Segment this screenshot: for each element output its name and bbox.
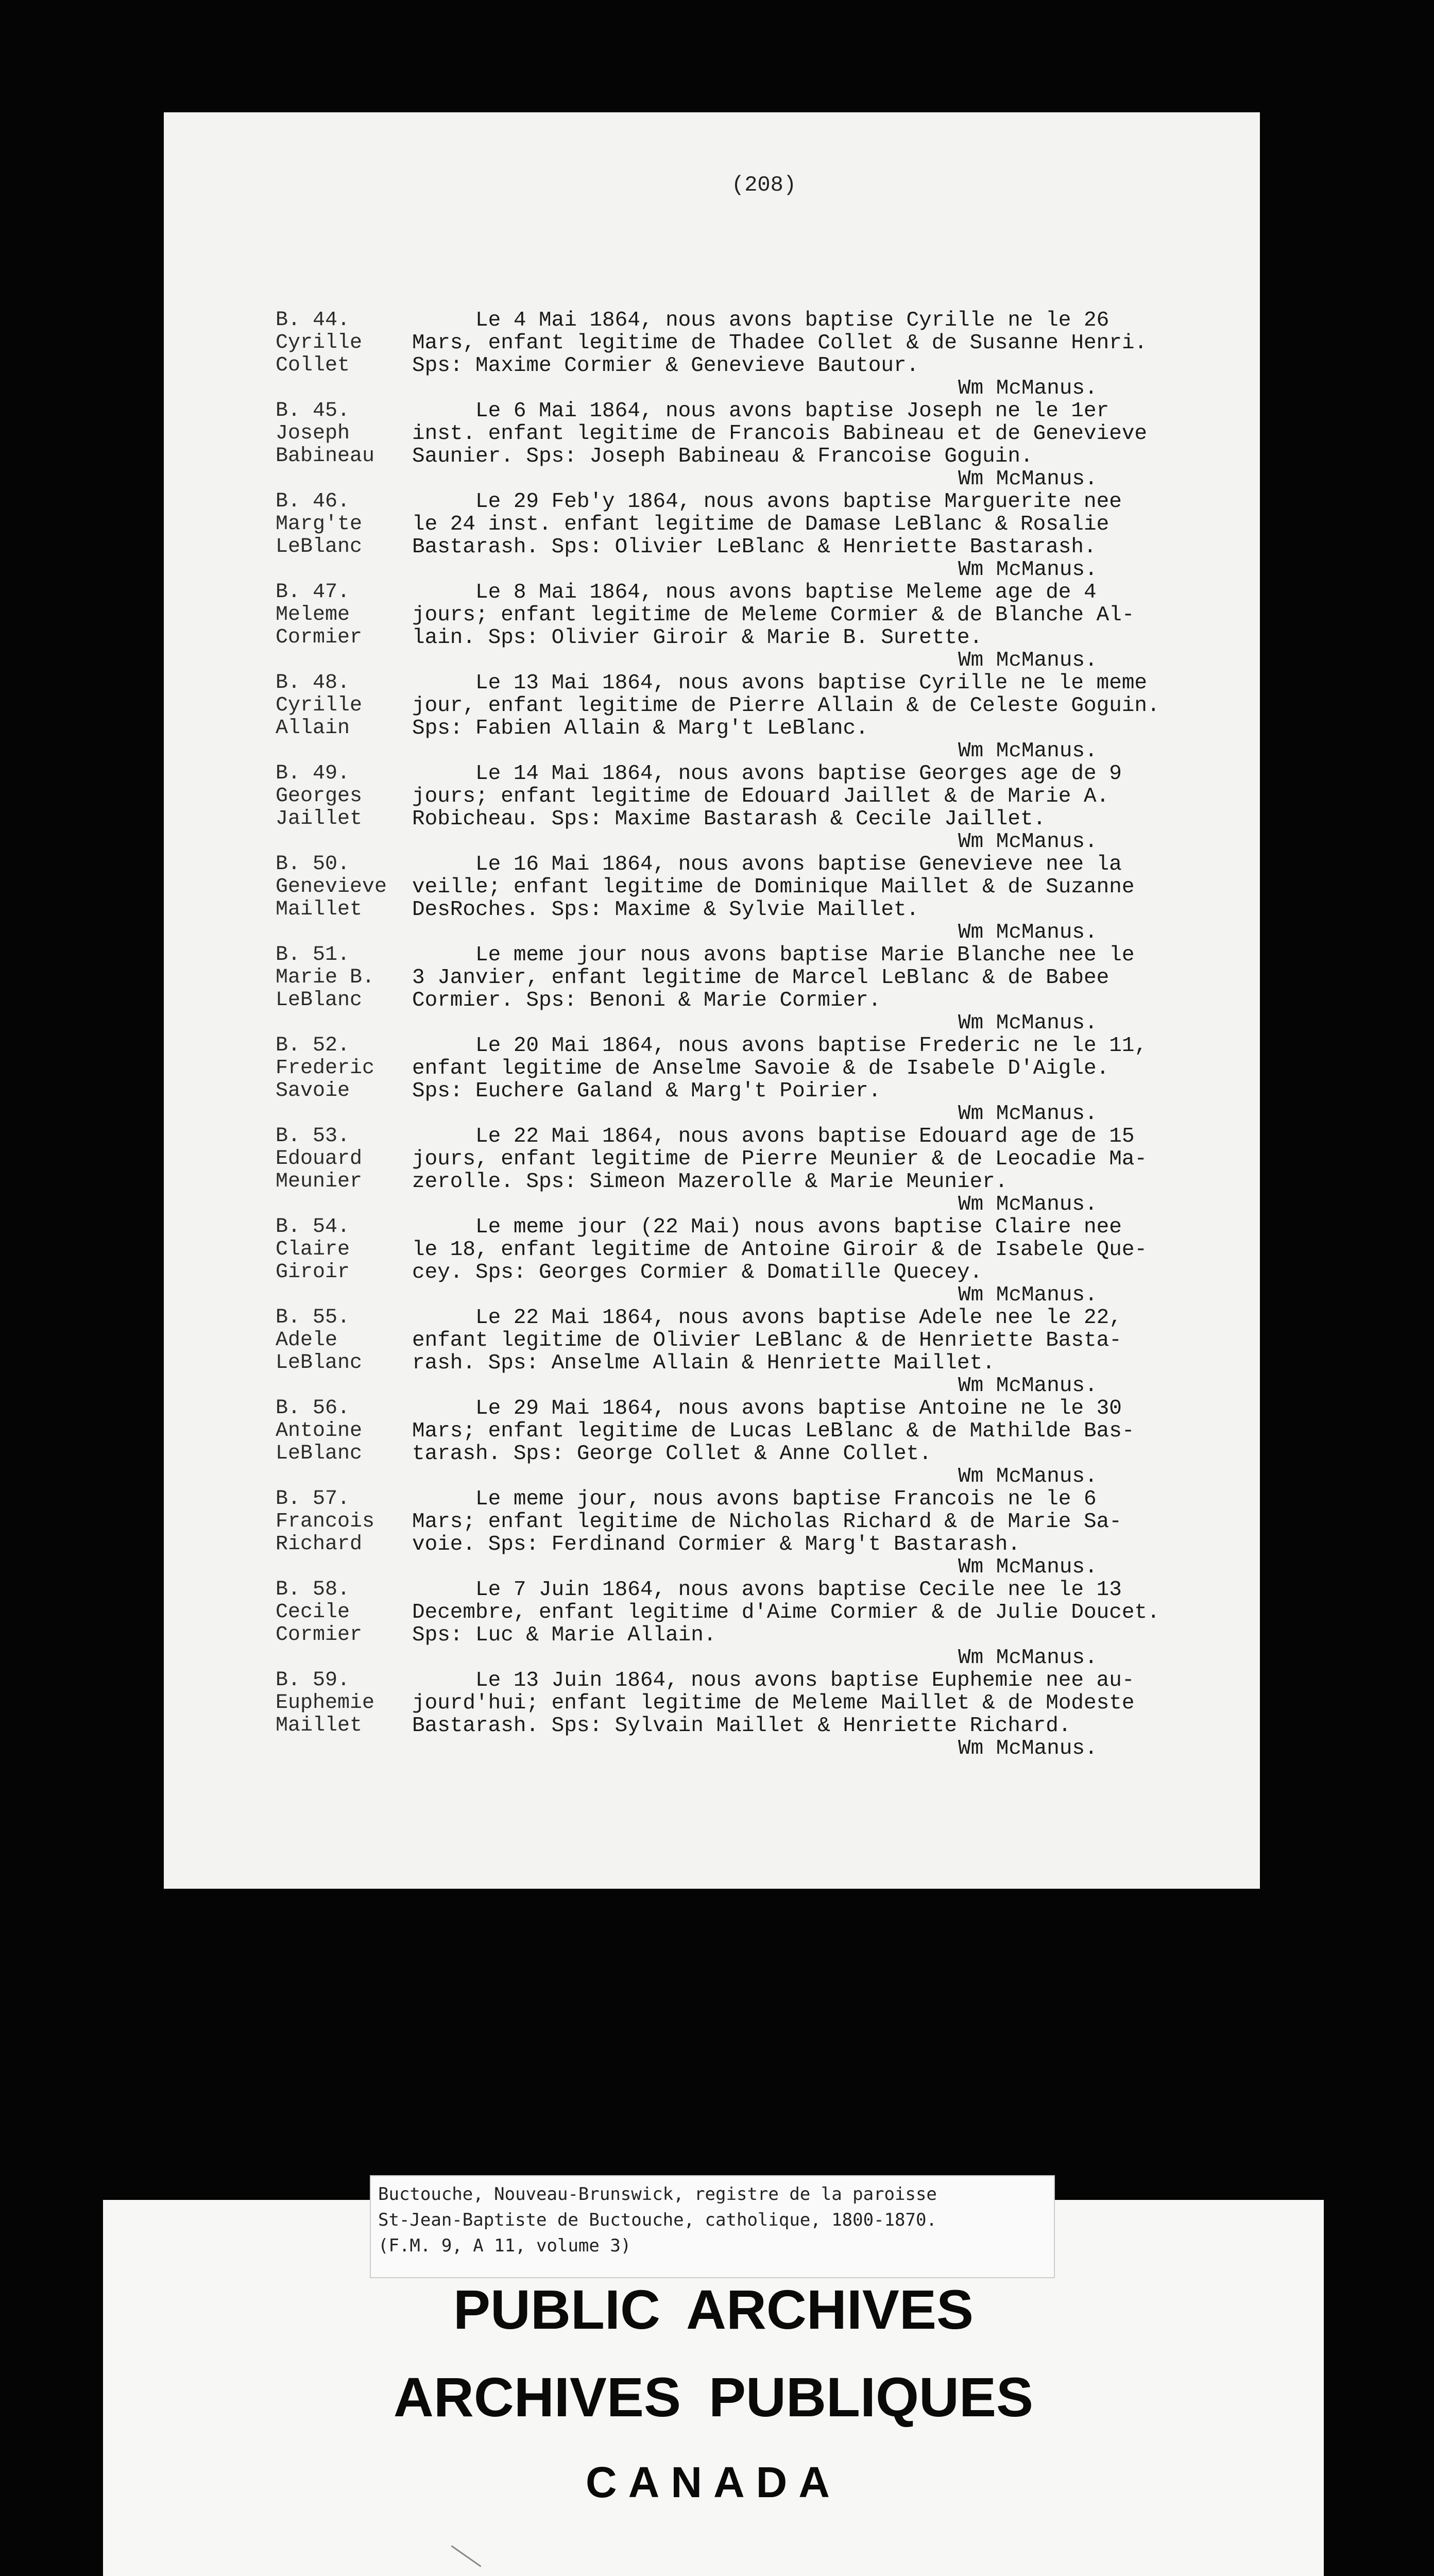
- entry-number: B. 47.: [276, 581, 350, 604]
- entry-line: Le 22 Mai 1864, nous avons baptise Edouard age de 15: [412, 1125, 1135, 1148]
- baptism-entry: [0, 672, 1434, 762]
- entry-line: zerolle. Sps: Simeon Mazerolle & Marie Meunier.: [412, 1170, 1008, 1194]
- canada-heading: CANADA: [586, 2458, 841, 2506]
- entry-margin-label: [276, 853, 404, 921]
- archives-publiques-heading: ARCHIVES PUBLIQUES: [393, 2366, 1034, 2428]
- entry-number: B. 51.: [276, 943, 350, 967]
- entry-number: B. 45.: [276, 399, 350, 422]
- baptism-entry: [0, 581, 1434, 672]
- entry-text: [412, 1307, 1236, 1397]
- entry-text: [412, 1669, 1236, 1760]
- entry-name: LeBlanc: [276, 1351, 363, 1375]
- entry-line: Le 29 Feb'y 1864, nous avons baptise Marguerite nee: [412, 490, 1122, 514]
- priest-signature: Wm McManus.: [958, 1737, 1098, 1760]
- priest-signature: Wm McManus.: [958, 1555, 1098, 1579]
- entry-line: Le meme jour nous avons baptise Marie Blanche nee le: [412, 943, 1135, 967]
- entry-number: B. 48.: [276, 671, 350, 694]
- entry-line: Sps: Fabien Allain & Marg't LeBlanc.: [412, 717, 868, 740]
- entry-margin-label: [276, 581, 404, 649]
- entry-line: Le meme jour (22 Mai) nous avons baptise Claire nee: [412, 1215, 1122, 1239]
- baptism-entry: [0, 1307, 1434, 1397]
- entry-line: Le 29 Mai 1864, nous avons baptise Antoine ne le 30: [412, 1397, 1122, 1420]
- entry-margin-label: [276, 1216, 404, 1284]
- entry-name: Meleme: [276, 603, 350, 626]
- entry-text: [412, 853, 1236, 944]
- entry-number: B. 44.: [276, 309, 350, 332]
- entry-name: Adele: [276, 1329, 338, 1352]
- entry-name: Cormier: [276, 626, 363, 649]
- entry-line: rash. Sps: Anselme Allain & Henriette Maillet.: [412, 1351, 995, 1375]
- entry-line: Sps: Maxime Cormier & Genevieve Bautour.: [412, 354, 919, 378]
- entry-number: B. 57.: [276, 1487, 350, 1511]
- baptism-entry: [0, 400, 1434, 490]
- entry-line: Le 14 Mai 1864, nous avons baptise Georges age de 9: [412, 762, 1122, 786]
- entry-line: jours, enfant legitime de Pierre Meunier & de Leocadie Ma-: [412, 1147, 1148, 1171]
- entry-margin-label: [276, 490, 404, 558]
- baptism-entry: [0, 1397, 1434, 1488]
- baptism-entry: [0, 1125, 1434, 1216]
- page-number: (208): [731, 173, 797, 197]
- entry-margin-label: [276, 1125, 404, 1193]
- entry-line: Le 4 Mai 1864, nous avons baptise Cyrille ne le 26: [412, 309, 1109, 332]
- entry-line: tarash. Sps: George Collet & Anne Collet.: [412, 1442, 932, 1466]
- entry-name: Francois: [276, 1510, 375, 1533]
- entry-name: Cyrille: [276, 331, 363, 354]
- entry-line: Le 13 Mai 1864, nous avons baptise Cyrille ne le meme: [412, 671, 1148, 695]
- baptism-entry: [0, 853, 1434, 944]
- entry-name: LeBlanc: [276, 535, 363, 558]
- baptism-entry: [0, 490, 1434, 581]
- entry-margin-label: [276, 672, 404, 740]
- baptism-entry: [0, 1669, 1434, 1760]
- entry-line: jourd'hui; enfant legitime de Meleme Maillet & de Modeste: [412, 1691, 1135, 1715]
- priest-signature: Wm McManus.: [958, 739, 1098, 763]
- entry-line: le 24 inst. enfant legitime de Damase LeBlanc & Rosalie: [412, 513, 1109, 536]
- entry-text: [412, 1579, 1236, 1669]
- entry-number: B. 53.: [276, 1125, 350, 1148]
- entry-line: lain. Sps: Olivier Giroir & Marie B. Surette.: [412, 626, 983, 650]
- entry-margin-label: [276, 1669, 404, 1737]
- entry-name: Edouard: [276, 1147, 363, 1171]
- entry-text: [412, 762, 1236, 853]
- entry-margin-label: [276, 309, 404, 377]
- entry-name: Euphemie: [276, 1691, 375, 1715]
- entry-text: [412, 309, 1236, 400]
- entry-line: inst. enfant legitime de Francois Babineau et de Genevieve: [412, 422, 1148, 446]
- entry-name: Cecile: [276, 1601, 350, 1624]
- baptism-entry: [0, 1216, 1434, 1307]
- entry-text: [412, 1488, 1236, 1579]
- entry-number: B. 59.: [276, 1669, 350, 1692]
- entry-number: B. 52.: [276, 1034, 350, 1057]
- entry-name: Maillet: [276, 898, 363, 921]
- entry-margin-label: [276, 1307, 404, 1375]
- entry-line: Le 16 Mai 1864, nous avons baptise Genevieve nee la: [412, 853, 1122, 876]
- entry-margin-label: [276, 1035, 404, 1103]
- entry-name: Cormier: [276, 1623, 363, 1647]
- baptism-entry: [0, 762, 1434, 853]
- entry-margin-label: [276, 400, 404, 468]
- priest-signature: Wm McManus.: [958, 1102, 1098, 1126]
- entry-margin-label: [276, 762, 404, 831]
- entry-line: enfant legitime de Anselme Savoie & de Isabele D'Aigle.: [412, 1057, 1109, 1080]
- entry-name: Richard: [276, 1533, 363, 1556]
- entry-line: jours; enfant legitime de Meleme Cormier & de Blanche Al-: [412, 603, 1135, 627]
- entry-line: Mars; enfant legitime de Nicholas Richard & de Marie Sa-: [412, 1510, 1122, 1534]
- entry-line: Le meme jour, nous avons baptise Francois ne le 6: [412, 1487, 1097, 1511]
- entry-line: Sps: Luc & Marie Allain.: [412, 1623, 716, 1647]
- entry-name: Cyrille: [276, 694, 363, 717]
- entry-line: voie. Sps: Ferdinand Cormier & Marg't Bastarash.: [412, 1533, 1020, 1556]
- entry-text: [412, 400, 1236, 490]
- entry-name: Collet: [276, 354, 350, 377]
- source-label-line: St-Jean-Baptiste de Buctouche, catholique, 1800-1870.: [378, 2210, 937, 2230]
- entry-line: Le 20 Mai 1864, nous avons baptise Frederic ne le 11,: [412, 1034, 1148, 1058]
- entry-line: Saunier. Sps: Joseph Babineau & Francoise Goguin.: [412, 445, 1033, 468]
- entry-line: Le 7 Juin 1864, nous avons baptise Cecile nee le 13: [412, 1578, 1122, 1602]
- priest-signature: Wm McManus.: [958, 1283, 1098, 1307]
- priest-signature: Wm McManus.: [958, 377, 1098, 400]
- entry-line: Le 8 Mai 1864, nous avons baptise Meleme age de 4: [412, 581, 1097, 604]
- entry-name: Georges: [276, 785, 363, 808]
- entry-number: B. 58.: [276, 1578, 350, 1601]
- entry-number: B. 56.: [276, 1397, 350, 1420]
- priest-signature: Wm McManus.: [958, 1374, 1098, 1398]
- entry-line: Bastarash. Sps: Sylvain Maillet & Henriette Richard.: [412, 1714, 1071, 1738]
- entry-name: Maillet: [276, 1714, 363, 1737]
- entry-line: Mars; enfant legitime de Lucas LeBlanc & de Mathilde Bas-: [412, 1419, 1135, 1443]
- entry-text: [412, 490, 1236, 581]
- entry-line: Mars, enfant legitime de Thadee Collet & de Susanne Henri.: [412, 331, 1148, 355]
- entry-line: 3 Janvier, enfant legitime de Marcel LeBlanc & de Babee: [412, 966, 1109, 990]
- entry-margin-label: [276, 1579, 404, 1647]
- entry-name: Savoie: [276, 1079, 350, 1103]
- baptism-entry: [0, 1488, 1434, 1579]
- priest-signature: Wm McManus.: [958, 558, 1098, 582]
- priest-signature: Wm McManus.: [958, 1465, 1098, 1488]
- public-archives-heading: PUBLIC ARCHIVES: [453, 2278, 974, 2341]
- entry-margin-label: [276, 1397, 404, 1465]
- priest-signature: Wm McManus.: [958, 1193, 1098, 1216]
- entry-margin-label: [276, 1488, 404, 1556]
- entry-line: Cormier. Sps: Benoni & Marie Cormier.: [412, 989, 881, 1012]
- entry-name: Meunier: [276, 1170, 363, 1193]
- entry-line: jours; enfant legitime de Edouard Jaillet & de Marie A.: [412, 785, 1109, 808]
- entry-text: [412, 1035, 1236, 1125]
- source-label-line: Buctouche, Nouveau-Brunswick, registre de la paroisse: [378, 2184, 937, 2205]
- entry-line: Le 22 Mai 1864, nous avons baptise Adele nee le 22,: [412, 1306, 1122, 1330]
- entry-line: le 18, enfant legitime de Antoine Giroir & de Isabele Que-: [412, 1238, 1148, 1262]
- entry-text: [412, 1125, 1236, 1216]
- entry-line: jour, enfant legitime de Pierre Allain & de Celeste Goguin.: [412, 694, 1160, 718]
- entry-text: [412, 1216, 1236, 1307]
- entry-number: B. 50.: [276, 853, 350, 876]
- entry-name: Allain: [276, 717, 350, 740]
- entry-name: Giroir: [276, 1261, 350, 1284]
- entry-text: [412, 672, 1236, 762]
- baptism-entry: [0, 944, 1434, 1035]
- entry-line: DesRoches. Sps: Maxime & Sylvie Maillet.: [412, 898, 919, 922]
- entry-name: Frederic: [276, 1057, 375, 1080]
- entry-line: Sps: Euchere Galand & Marg't Poirier.: [412, 1079, 881, 1103]
- entry-name: Marie B.: [276, 966, 375, 989]
- entry-number: B. 55.: [276, 1306, 350, 1329]
- entry-name: Joseph: [276, 422, 350, 445]
- priest-signature: Wm McManus.: [958, 1011, 1098, 1035]
- entry-line: Bastarash. Sps: Olivier LeBlanc & Henriette Bastarash.: [412, 535, 1097, 559]
- entry-name: Claire: [276, 1238, 350, 1261]
- priest-signature: Wm McManus.: [958, 467, 1098, 491]
- entry-line: Robicheau. Sps: Maxime Bastarash & Cecile Jaillet.: [412, 807, 1046, 831]
- entry-line: enfant legitime de Olivier LeBlanc & de Henriette Basta-: [412, 1329, 1122, 1352]
- entry-line: veille; enfant legitime de Dominique Maillet & de Suzanne: [412, 875, 1135, 899]
- entry-text: [412, 1397, 1236, 1488]
- entry-line: Le 13 Juin 1864, nous avons baptise Euphemie nee au-: [412, 1669, 1135, 1692]
- entry-line: Le 6 Mai 1864, nous avons baptise Joseph ne le 1er: [412, 399, 1109, 423]
- priest-signature: Wm McManus.: [958, 1646, 1098, 1670]
- priest-signature: Wm McManus.: [958, 649, 1098, 672]
- entry-name: Babineau: [276, 445, 375, 468]
- source-label-line: (F.M. 9, A 11, volume 3): [378, 2235, 631, 2256]
- entry-text: [412, 944, 1236, 1035]
- entry-number: B. 46.: [276, 490, 350, 513]
- entry-name: Genevieve: [276, 875, 387, 899]
- entry-name: LeBlanc: [276, 1442, 363, 1465]
- entry-margin-label: [276, 944, 404, 1012]
- priest-signature: Wm McManus.: [958, 921, 1098, 944]
- entry-line: cey. Sps: Georges Cormier & Domatille Quecey.: [412, 1261, 983, 1284]
- entry-name: Marg'te: [276, 513, 363, 536]
- entry-number: B. 49.: [276, 762, 350, 785]
- entry-name: LeBlanc: [276, 989, 363, 1012]
- entry-name: Jaillet: [276, 807, 363, 831]
- entry-number: B. 54.: [276, 1215, 350, 1239]
- entry-text: [412, 581, 1236, 672]
- priest-signature: Wm McManus.: [958, 830, 1098, 854]
- baptism-entry: [0, 309, 1434, 400]
- baptism-entry: [0, 1579, 1434, 1669]
- entry-name: Antoine: [276, 1419, 363, 1443]
- baptism-entry: [0, 1035, 1434, 1125]
- entry-line: Decembre, enfant legitime d'Aime Cormier & de Julie Doucet.: [412, 1601, 1160, 1624]
- source-label: [370, 2175, 1055, 2278]
